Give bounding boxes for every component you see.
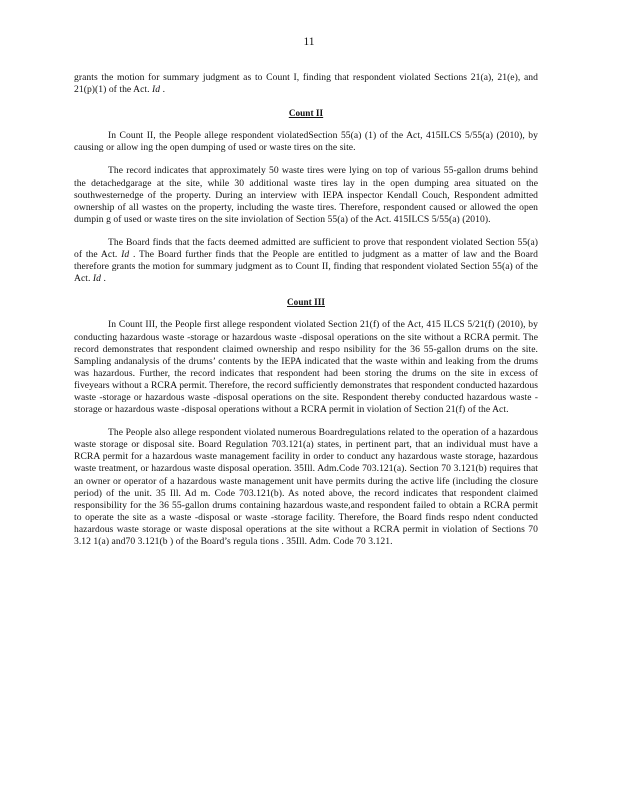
paragraph-count-ii-allegation: In Count II, the People allege respondent violatedSection 55(a) (1) of the Act, 415ILCS 5/55(a) (2010), by causing or allow ing the open dumping of used or waste tires on the site.: [74, 130, 538, 154]
heading-count-ii: Count II: [288, 108, 324, 119]
paragraph-count-iii-regulations: The People also allege respondent violated numerous Boardregulations related to the operation of a hazardous waste storage or disposal site. Board Regulation 703.121(a) states, in pertinent part, that an individual must have a RCRA permit for a hazardous waste management facility in order to conduct any hazardous waste storage, hazardous waste treatment, or hazardous waste disposal operation. 35Ill. Adm.Code 703.121(a). Section 70 3.121(b) requires that an owner or operator of a hazardous waste management unit have permits during the active life (including the closure period) of the unit. 35 Ill. Ad m. Code 703.121(b). As noted above, the record indicates that respondent claimed responsibility for the 36 55-gallon drums containing hazardous waste,and respondent failed to obtain a RCRA permit to operate the site as a waste -disposal or waste -storage facility. Therefore, the Board finds respo ndent conducted hazardous waste storage or waste disposal operations at the site without a RCRA permit in violation of Sections 70 3.12 1(a) and70 3.121(b ) of the Board’s regula tions . 35Ill. Adm. Code 70 3.121.: [74, 427, 538, 547]
page-number: 11: [303, 36, 315, 48]
paragraph-count-ii-record: The record indicates that approximately 50 waste tires were lying on top of various 55-gallon drums behind the detachedgarage at the site, while 30 additional waste tires lay in the open dumping area situated on the southwesternedge of the property. During an interview with IEPA inspector Kendall Couch, Respondent admitted ownership of all wastes on the property, including the waste tires. Therefore, respondent caused or allowed the open dumpin g of used or waste tires on the site inviolation of Section 55(a) of the Act. 415ILCS 5/55(a) (2010).: [74, 165, 538, 225]
heading-count-iii: Count III: [287, 297, 325, 308]
paragraph-count-i-conclusion: grants the motion for summary judgment as to Count I, finding that respondent violated Sections 21(a), 21(e), and 21(p)(1) of the Act. Id .: [74, 72, 538, 96]
paragraph-count-iii-allegation: In Count III, the People first allege respondent violated Section 21(f) of the Act, 415 ILCS 5/21(f) (2010), by conducting hazardous waste -storage or hazardous waste -disposal operations on the site without a RCRA permit. The record demonstrates that respondent claimed ownership and respo nsibility for the 36 55-gallon drums on the site. Sampling andanalysis of the drums’ contents by the IEPA indicated that the waste within and leaking from the drums was hazardous. Further, the record indicates that respondent had been storing the drums on the site in excess of fiveyears without a RCRA permit. Therefore, the record sufficiently demonstrates that respondent conducted hazardous waste -storage or hazardous waste -disposal operations on the site. Respondent thereby conducted hazardous waste -storage or hazardous waste -disposal operations without a RCRA permit in violation of Section 21(f) of the Act.: [74, 319, 538, 416]
document-body: [74, 72, 538, 559]
paragraph-count-ii-finding: The Board finds that the facts deemed admitted are sufficient to prove that respondent violated Section 55(a) of the Act. Id . The Board further finds that the People are entitled to judgment as a matter of law and the Board therefore grants the motion for summary judgment as to Count II, finding that respondent violated Section 55(a) of the Act. Id .: [74, 236, 538, 285]
